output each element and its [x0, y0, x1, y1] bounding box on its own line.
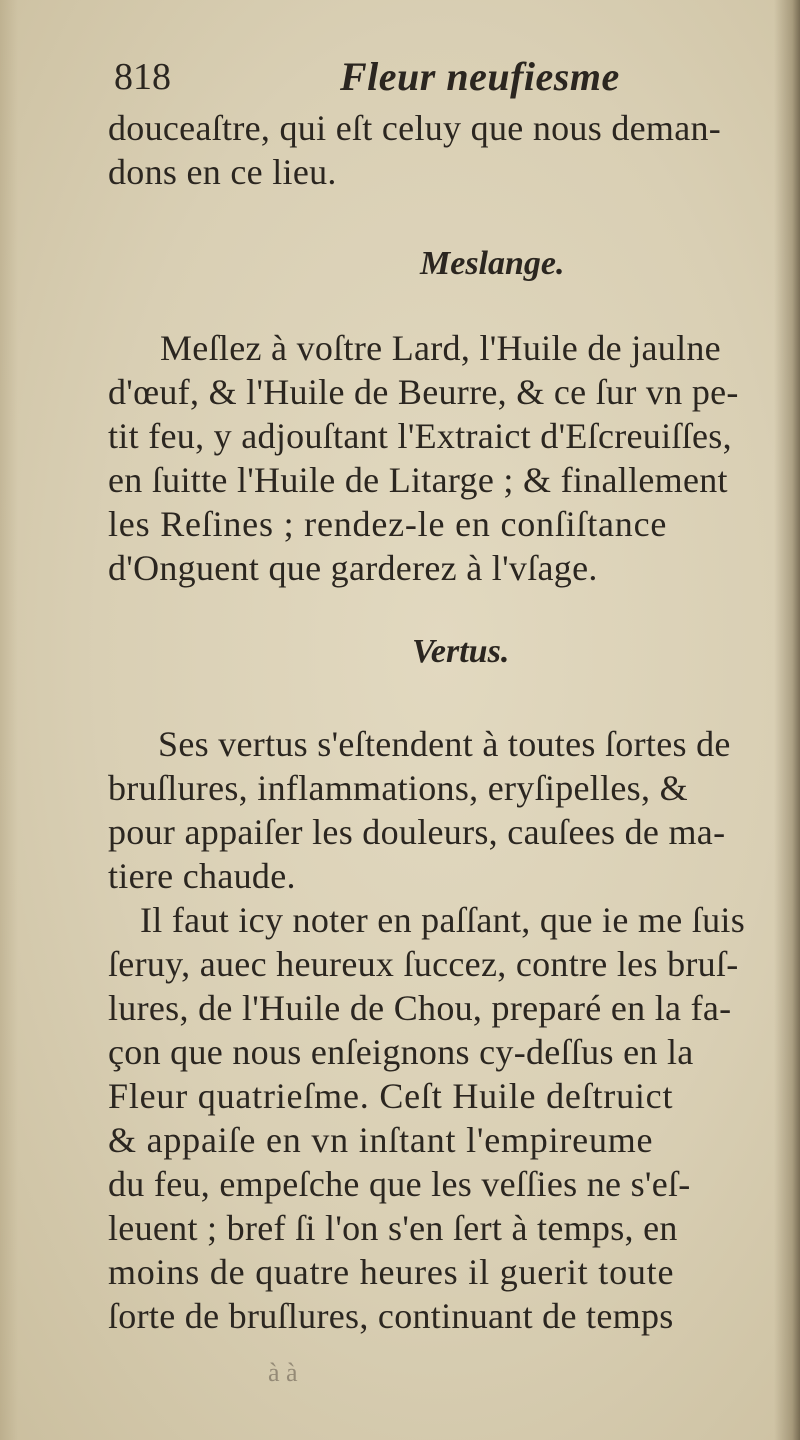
vertus-line: du feu, empeſche que les veſſies ne s'eſ- [108, 1164, 691, 1204]
vertus-line: tiere chaude. [108, 856, 296, 896]
text-block [108, 48, 768, 1338]
vertus-line: Ses vertus s'eſtendent à toutes ſortes de [158, 724, 731, 764]
vertus-line: çon que nous enſeignons cy-deſſus en la [108, 1032, 694, 1072]
page-edge-shadow [774, 0, 800, 1440]
running-head [108, 48, 768, 106]
meslange-line: tit feu, y adjouſtant l'Extraict d'Eſcreuiſſes, [108, 416, 732, 456]
vertus-line: lures, de l'Huile de Chou, preparé en la fa- [108, 988, 732, 1028]
meslange-line: Meſlez à voſtre Lard, l'Huile de jaulne [160, 328, 721, 368]
vertus-line: moins de quatre heures il guerit toute [108, 1252, 675, 1292]
vertus-line: & appaiſe en vn inſtant l'empireume [108, 1120, 654, 1160]
meslange-line: en ſuitte l'Huile de Litarge ; & finallement [108, 460, 728, 500]
intro-line: dons en ce lieu. [108, 152, 337, 192]
running-head-title: Fleur neufiesme [340, 54, 620, 99]
vertus-line: Il faut icy noter en paſſant, que ie me ſuis [140, 900, 746, 940]
vertus-line: ſeruy, auec heureux ſuccez, contre les bruſ- [108, 944, 739, 984]
meslange-line: d'Onguent que garderez à l'vſage. [108, 548, 598, 588]
vertus-line: pour appaiſer les douleurs, cauſees de ma- [108, 812, 726, 852]
vertus-line: ſorte de bruſlures, continuant de temps [108, 1296, 674, 1336]
vertus-line: Fleur quatrieſme. Ceſt Huile deſtruict [108, 1076, 674, 1116]
section-heading-meslange: Meslange. [420, 245, 565, 282]
intro-line: douceaſtre, qui eſt celuy que nous deman- [108, 108, 722, 148]
vertus-line: bruſlures, inflammations, eryſipelles, & [108, 768, 688, 808]
vertus-line: leuent ; bref ſi l'on s'en ſert à temps, en [108, 1208, 678, 1248]
page-number: 818 [114, 56, 171, 98]
catchword: à à [268, 1358, 298, 1387]
section-heading-vertus: Vertus. [412, 633, 510, 670]
page-gutter-shadow [0, 0, 18, 1440]
meslange-line: d'œuf, & l'Huile de Beurre, & ce ſur vn pe- [108, 372, 739, 412]
meslange-line: les Reſines ; rendez-le en conſiſtance [108, 504, 668, 544]
